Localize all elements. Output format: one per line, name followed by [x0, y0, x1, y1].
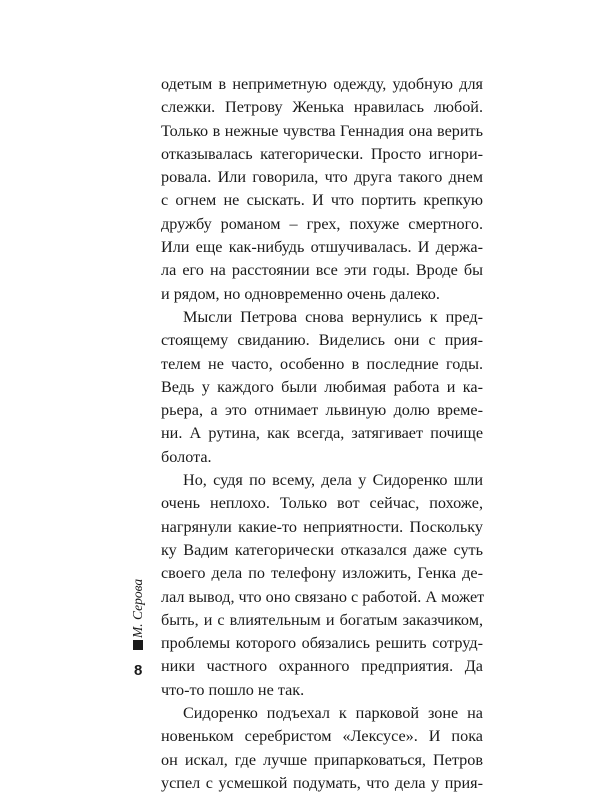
- text-line: Ведь у каждого были любимая работа и ка-: [161, 377, 483, 396]
- text-line: ники частного охранного предприятия. Да: [161, 657, 483, 676]
- text-line: одетым в неприметную одежду, удобную для: [161, 75, 483, 93]
- text-line: успел с усмешкой подумать, что дела у прия-: [161, 773, 483, 792]
- text-line: ни. А рутина, как всегда, затягивает почище: [161, 424, 483, 443]
- text-line: очень неплохо. Только вот сейчас, похоже,: [161, 494, 483, 513]
- page-number: 8: [134, 662, 143, 679]
- text-line: Мысли Петрова снова вернулись к пред-: [183, 307, 483, 326]
- text-line: лал вывод, что оно связано с работой. А может: [161, 587, 485, 606]
- text-line: и рядом, но одновременно очень далеко.: [161, 284, 440, 303]
- text-line: Сидоренко подъехал к парковой зоне на: [183, 704, 483, 723]
- text-line: слежки. Петрову Женька нравилась любой.: [161, 98, 483, 117]
- text-line: он искал, где лучше припарковаться, Петров: [161, 750, 483, 769]
- text-line: с огнем не сыскать. И что портить крепкую: [161, 191, 483, 210]
- text-line: Но, судя по всему, дела у Сидоренко шли: [183, 471, 483, 490]
- text-line: дружбу романом – грех, похуже смертного.: [161, 214, 483, 233]
- text-line: рьера, а это отнимает львиную долю време-: [161, 401, 483, 420]
- text-line: телем не часто, особенно в последние годы.: [161, 354, 483, 373]
- text-line: отказывалась категорически. Просто игнори-: [161, 144, 483, 163]
- text-line: Или еще как-нибудь отшучивалась. И держа-: [161, 238, 483, 257]
- text-line: нагрянули какие-то неприятности. Поскольку: [161, 517, 483, 536]
- text-line: ла его на расстоянии все эти годы. Вроде бы: [161, 261, 483, 280]
- text-line: ровала. Или говорила, что друга такого днем: [161, 168, 483, 187]
- text-line: что-то пошло не так.: [161, 680, 305, 699]
- text-line: быть, и с влиятельным и богатым заказчиком,: [161, 610, 483, 629]
- body-text: [161, 73, 483, 795]
- text-line: Только в нежные чувства Геннадия она верить: [161, 121, 483, 140]
- text-line: болота.: [161, 447, 212, 466]
- text-line: своего дела по телефону изложить, Генка де-: [161, 564, 483, 583]
- author-name: М. Серова: [130, 578, 145, 638]
- text-line: новеньком серебристом «Лексусе». И пока: [161, 727, 483, 746]
- text-line: проблемы которого обязались решить сотруд-: [161, 634, 483, 653]
- text-line: стоящему свиданию. Виделись они с прия-: [161, 331, 483, 350]
- text-line: ку Вадим категорически отказался даже суть: [161, 540, 483, 559]
- margin-marker: [133, 640, 143, 650]
